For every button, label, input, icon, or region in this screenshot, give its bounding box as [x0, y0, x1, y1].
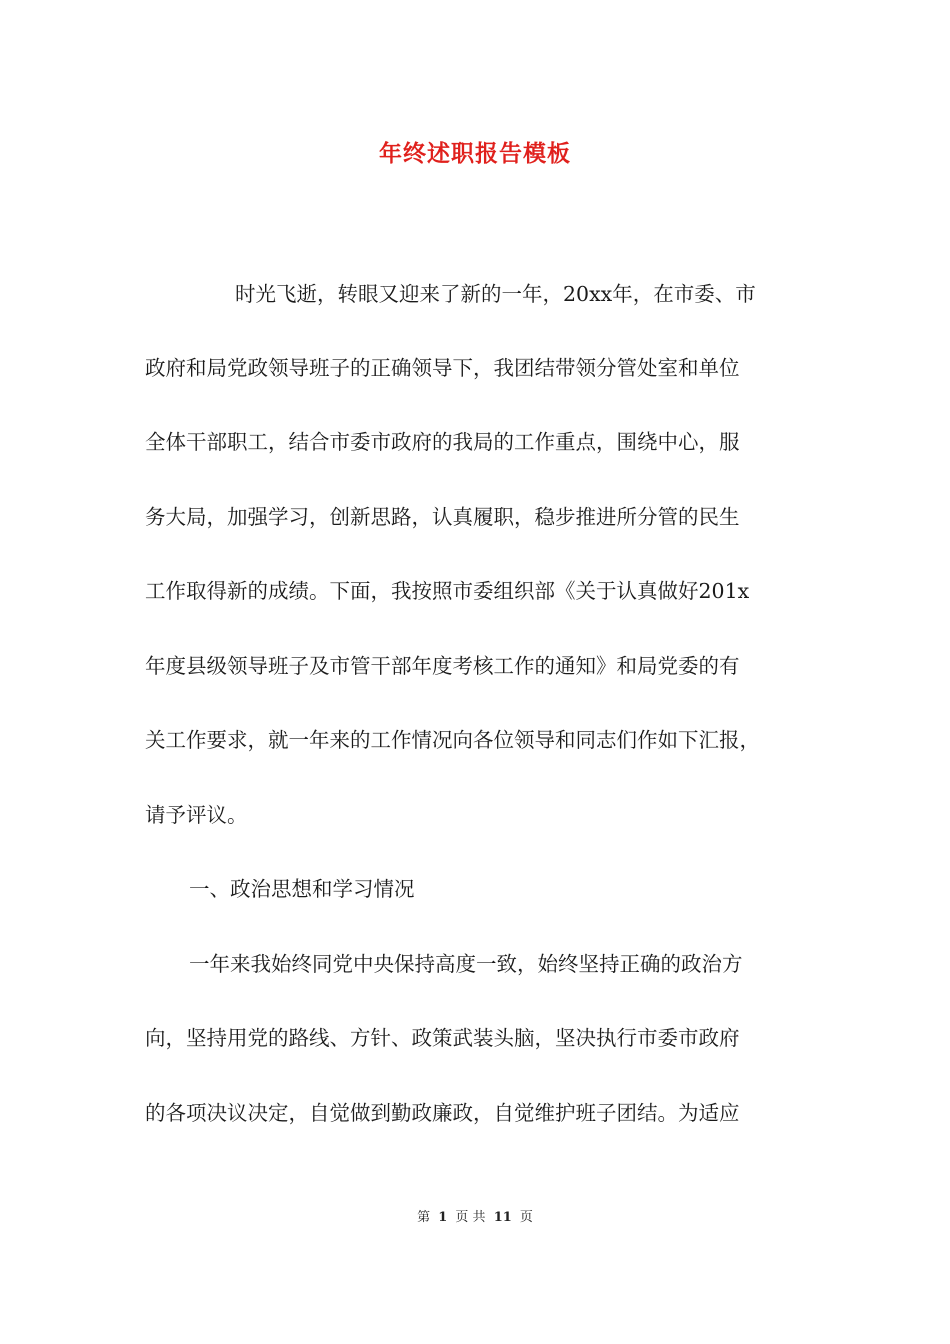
paragraph-line: 时光飞逝，转眼又迎来了新的一年，20xx年，在市委、市 [235, 282, 756, 306]
footer-middle: 页 共 [455, 1210, 486, 1225]
footer-suffix: 页 [519, 1210, 533, 1225]
current-page-number: 1 [438, 1210, 448, 1225]
paragraph-line: 工作取得新的成绩。下面，我按照市委组织部《关于认真做好201x [145, 579, 750, 603]
paragraph-line: 务大局，加强学习，创新思路，认真履职，稳步推进所分管的民生 [145, 505, 740, 529]
paragraph-line: 政府和局党政领导班子的正确领导下，我团结带领分管处室和单位 [145, 356, 740, 380]
paragraph-line: 全体干部职工，结合市委市政府的我局的工作重点，围绕中心，服 [145, 430, 740, 454]
paragraph-line: 关工作要求，就一年来的工作情况向各位领导和同志们作如下汇报， [145, 728, 760, 752]
section-heading: 一、政治思想和学习情况 [189, 877, 415, 901]
paragraph-line: 请予评议。 [145, 803, 248, 827]
footer-prefix: 第 [417, 1210, 431, 1225]
paragraph-line: 一年来我始终同党中央保持高度一致，始终坚持正确的政治方 [189, 952, 743, 976]
paragraph-line: 年度县级领导班子及市管干部年度考核工作的通知》和局党委的有 [145, 654, 740, 678]
page-footer [0, 1208, 950, 1228]
paragraph-line: 的各项决议决定，自觉做到勤政廉政，自觉维护班子团结。为适应 [145, 1101, 740, 1125]
paragraph-line: 向，坚持用党的路线、方针、政策武装头脑，坚决执行市委市政府 [145, 1026, 740, 1050]
document-title: 年终述职报告模板 [379, 140, 571, 167]
total-page-count: 11 [493, 1210, 512, 1225]
